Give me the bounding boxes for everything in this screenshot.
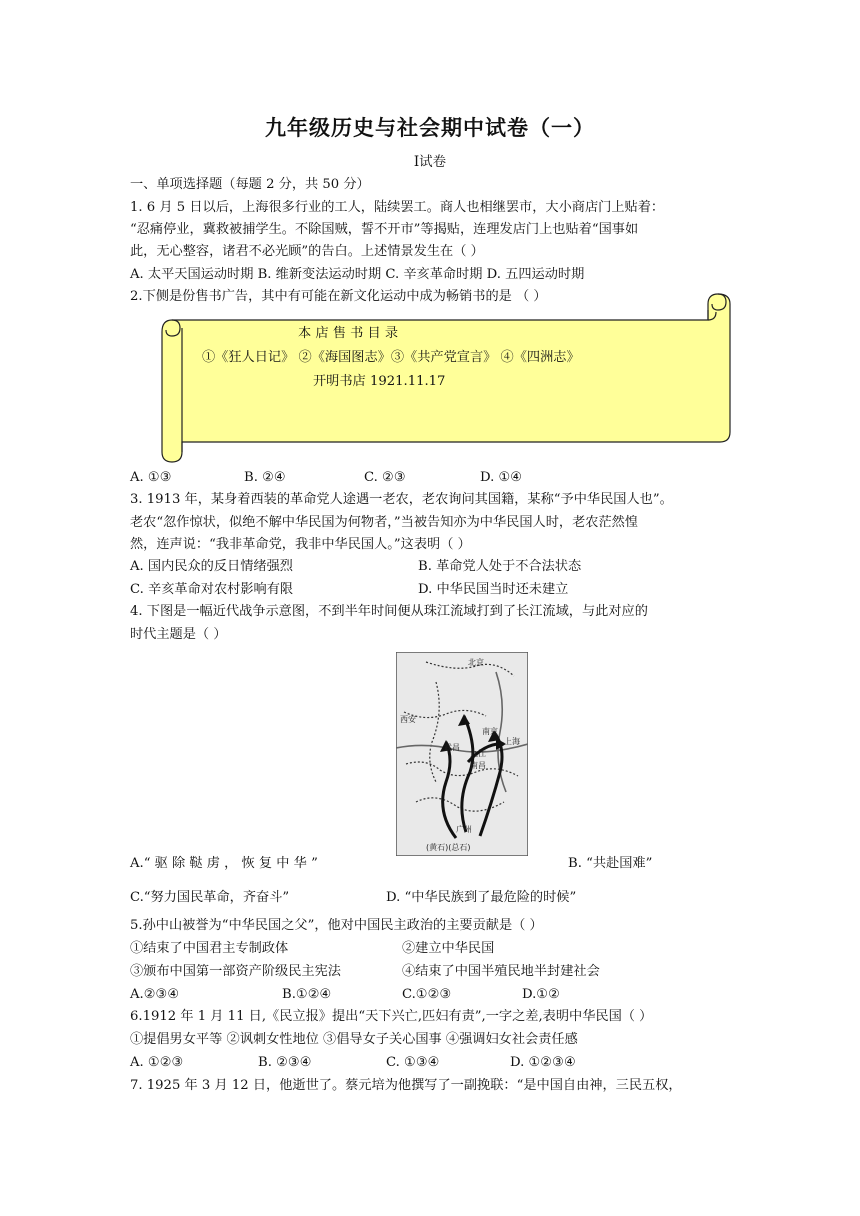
q5-stem: 5.孙中山被誉为“中华民国之父”，他对中国民主政治的主要贡献是（ ）: [130, 918, 543, 933]
q5-option-a: A.②③④: [130, 987, 180, 1002]
map-label-jiujiang: 九江: [470, 749, 486, 758]
q5-item-1: ①结束了中国君主专制政体: [130, 941, 289, 956]
q2-stem: 2.下侧是份售书广告，其中有可能在新文化运动中成为畅销书的是 （ ）: [130, 289, 547, 304]
q6-items: ①提倡男女平等 ②讽刺女性地位 ③倡导女子关心国事 ④强调妇女社会责任感: [130, 1032, 578, 1047]
q2-option-b: B. ②④: [244, 470, 286, 485]
q5-option-b: B.①②④: [282, 987, 332, 1002]
map-label-beijing: 北京: [468, 658, 484, 667]
q5-item-3: ③颁布中国第一部资产阶级民主宪法: [130, 964, 341, 979]
scroll-banner-icon: [160, 292, 732, 464]
q4-option-d: D. “中华民族到了最危险的时候”: [386, 890, 577, 905]
q1-line-1: 1. 6 月 5 日以后，上海很多行业的工人，陆续罢工。商人也相继罢市，大小商店门上贴着：: [130, 200, 665, 215]
q4-line-1: 4. 下图是一幅近代战争示意图，不到半年时间便从珠江流域打到了长江流域，与此对应的: [130, 604, 648, 619]
q3-line-1: 3. 1913 年，某身着西装的革命党人途遇一老农，老农询问其国籍，某称“予中华民国人也”。: [130, 492, 673, 507]
q5-item-4: ④结束了中国半殖民地半封建社会: [402, 964, 600, 979]
page-subtitle: Ⅰ试卷: [413, 154, 447, 170]
q6-option-d: D. ①②③④: [510, 1055, 576, 1070]
q5-option-d: D.①②: [522, 987, 560, 1002]
ad-heading: 本 店 售 书 目 录: [298, 326, 399, 341]
map-label-shanghai: 上海: [504, 737, 520, 746]
q6-option-c: C. ①③④: [386, 1055, 440, 1070]
map-label-wuchang: 武昌: [444, 743, 460, 752]
q2-option-d: D. ①④: [480, 470, 523, 485]
q1-line-2: “忍痛停业，冀救被捕学生。不除国贼，誓不开市”等揭贴，连理发店门上也贴着“国事如: [130, 222, 639, 237]
map-label-nanchang: 南昌: [470, 761, 486, 770]
campaign-map-icon: [396, 652, 528, 856]
ad-footer: 开明书店 1921.11.17: [313, 374, 446, 389]
q6-option-b: B. ②③④: [258, 1055, 312, 1070]
q4-option-c: C.“努力国民革命，齐奋斗”: [130, 890, 290, 905]
q2-option-a: A. ①③: [130, 470, 172, 485]
map-label-xian: 西安: [400, 715, 416, 724]
q7-stem: 7. 1925 年 3 月 12 日，他逝世了。蔡元培为他撰写了一副挽联：“是中国自由神，三民五权，: [130, 1078, 682, 1093]
q6-option-a: A. ①②③: [130, 1055, 184, 1070]
q4-line-2: 时代主题是（ ）: [130, 627, 227, 642]
q6-stem: 6.1912 年 1 月 11 日,《民立报》提出“天下兴亡,匹妇有责”,一字之差,表明中华民国（ ）: [130, 1009, 653, 1024]
q5-option-c: C.①②③: [402, 987, 452, 1002]
q1-options: A. 太平天国运动时期 B. 维新变法运动时期 C. 辛亥革命时期 D. 五四运动时期: [130, 267, 585, 282]
ad-book-list: ①《狂人日记》 ②《海国图志》③《共产党宣言》 ④《四洲志》: [202, 350, 580, 365]
q4-option-b: B. “共赴国难”: [568, 856, 653, 871]
book-ad-scroll: [160, 292, 732, 464]
q2-option-c: C. ②③: [364, 470, 406, 485]
q3-line-2: 老农“忽作惊状，似绝不解中华民国为何物者，”当被告知亦为中华民国人时，老农茫然惶: [130, 515, 639, 530]
war-map-image: [396, 652, 528, 856]
q3-line-3: 然，连声说：“我非革命党，我非中华民国人。”这表明（ ）: [130, 537, 471, 552]
q3-option-c: C. 辛亥革命对农村影响有限: [130, 582, 294, 597]
map-label-nanjing: 南京: [482, 727, 498, 736]
q3-option-a: A. 国内民众的反日情绪强烈: [130, 559, 293, 574]
map-label-guangzhou: 广州: [456, 825, 472, 834]
page-title: 九年级历史与社会期中试卷（一）: [265, 116, 595, 140]
q1-line-3: 此，无心整容，诸君不必光顾”的告白。上述情景发生在（ ）: [130, 244, 484, 259]
section-heading: 一、单项选择题（每题 2 分，共 50 分）: [130, 177, 370, 192]
q3-option-d: D. 中华民国当时还未建立: [418, 582, 569, 597]
map-legend-label: (黄石)(总石): [426, 843, 471, 852]
q3-option-b: B. 革命党人处于不合法状态: [418, 559, 582, 574]
q5-item-2: ②建立中华民国: [402, 941, 495, 956]
q4-option-a: A.“ 驱 除 鞑 虏 ， 恢 复 中 华 ”: [130, 856, 318, 871]
